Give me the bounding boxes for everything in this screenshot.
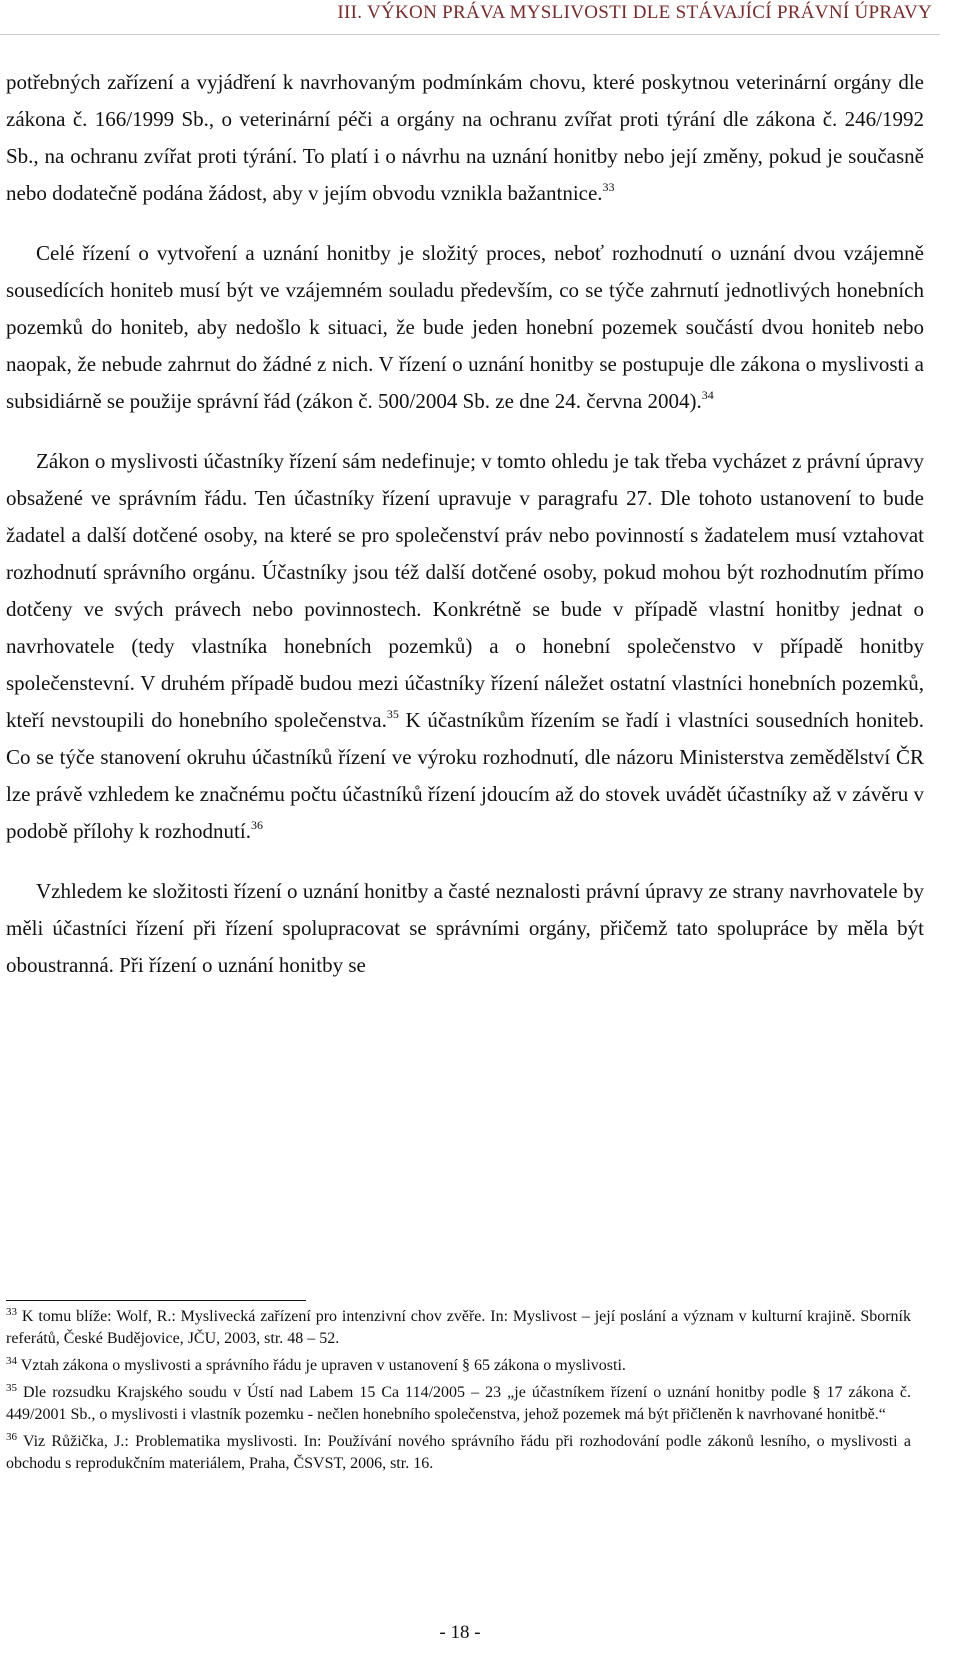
footnote-text: Vztah zákona o myslivosti a správního řádu je upraven v ustanovení § 65 zákona o myslivosti. (20, 1357, 626, 1374)
footnote-36 (6, 1431, 911, 1475)
footnotes (6, 1306, 911, 1480)
paragraph-1 (6, 64, 924, 212)
footnote-ref-33[interactable]: 33 (602, 180, 615, 194)
paragraph-3 (6, 443, 924, 850)
footnote-number: 35 (6, 1382, 17, 1394)
footnote-divider (6, 1300, 306, 1301)
footnote-text: K tomu blíže: Wolf, R.: Myslivecká zařízení pro intenzivní chov zvěře. In: Myslivost – její poslání a význam v kulturní krajině. Sborník referátů, České Budějovice, JČU, 2003, str. 48 – 52. (6, 1308, 912, 1347)
paragraph-text: Vzhledem ke složitosti řízení o uznání honitby a časté neznalosti právní úpravy ze strany navrhovatele by měli účastníci řízení při řízení spolupracovat se správními orgány, přičemž tato spolupráce by měla být oboustranná. Při řízení o uznání honitby se (6, 879, 924, 977)
page-number: - 18 - (439, 1622, 481, 1643)
paragraph-text: Zákon o myslivosti účastníky řízení sám nedefinuje; v tomto ohledu je tak třeba vycházet z právní úpravy obsažené ve správním řádu. Ten účastníky řízení upravuje v paragrafu 27. Dle tohoto ustanovení to bude žadatel a další dotčené osoby, na které se pro společenství práv nebo povinností s žadatelem musí vztahovat rozhodnutí správního orgánu. Účastníky jsou též další dotčené osoby, pokud mohou být rozhodnutím přímo dotčeny ve svých právech nebo povinnostech. Konkrétně se bude v případě vlastní honitby jednat o navrhovatele (tedy vlastníka honebních pozemků) a o honební společenstvo v případě honitby společenstevní. V druhém případě budou mezi účastníky řízení náležet ostatní vlastníci honebních pozemků, kteří nevstoupili do honebního společenstva. (6, 449, 924, 732)
footnote-ref-36[interactable]: 36 (250, 818, 263, 832)
footnote-33 (6, 1306, 911, 1350)
paragraph-text: Celé řízení o vytvoření a uznání honitby je složitý proces, neboť rozhodnutí o uznání dvou vzájemně sousedících honiteb musí být ve vzájemném souladu především, co se týče zahrnutí jednotlivých honebních pozemků do honiteb, aby nedošlo k situaci, že bude jeden honební pozemek součástí dvou honiteb nebo naopak, že nebude zahrnut do žádné z nich. V řízení o uznání honitby se postupuje dle zákona o myslivosti a subsidiárně se použije správní řád (zákon č. 500/2004 Sb. ze dne 24. června 2004). (6, 241, 924, 413)
footnote-ref-35[interactable]: 35 (386, 707, 399, 721)
paragraph-text: potřebných zařízení a vyjádření k navrhovaným podmínkám chovu, které poskytnou veterinární orgány dle zákona č. 166/1999 Sb., o veterinární péči a orgány na ochranu zvířat proti týrání dle zákona č. 246/1992 Sb., na ochranu zvířat proti týrání. To platí i o návrhu na uznání honitby nebo její změny, pokud je současně nebo dodatečně podána žádost, aby v jejím obvodu vznikla bažantnice. (6, 70, 924, 205)
footnote-ref-34[interactable]: 34 (701, 388, 714, 402)
paragraph-4 (6, 873, 924, 984)
footnote-text: Dle rozsudku Krajského soudu v Ústí nad Labem 15 Ca 114/2005 – 23 „je účastníkem řízení o uznání honitby podle § 17 zákona č. 449/2001 Sb., o myslivosti i vlastník pozemku - nečlen honebního společenstva, jehož pozemek má být přičleněn k navrhované honitbě.“ (6, 1384, 911, 1423)
footnote-text: Viz Růžička, J.: Problematika myslivosti. In: Používání nového správního řádu při rozhodování podle zákonů lesního, o myslivosti a obchodu s reprodukčním materiálem, Praha, ČSVST, 2006, str. 16. (6, 1433, 911, 1472)
footnote-number: 33 (6, 1306, 17, 1318)
header-divider (0, 34, 940, 35)
paragraph-text-continued: K účastníkům řízením se řadí i vlastníci sousedních honiteb. Co se týče stanovení okruhu účastníků řízení ve výroku rozhodnutí, dle názoru Ministerstva zemědělství ČR lze právě vzhledem ke značnému počtu účastníků řízení jdoucím až do stovek uvádět účastníky až v závěru v podobě přílohy k rozhodnutí. (6, 708, 924, 843)
footnote-number: 36 (6, 1431, 17, 1443)
running-header: III. VÝKON PRÁVA MYSLIVOSTI DLE STÁVAJÍCÍ PRÁVNÍ ÚPRAVY (337, 2, 932, 23)
main-text (6, 64, 924, 1007)
footnote-35 (6, 1382, 911, 1426)
footnote-34 (6, 1355, 911, 1377)
footnote-number: 34 (6, 1355, 17, 1367)
paragraph-2 (6, 235, 924, 420)
